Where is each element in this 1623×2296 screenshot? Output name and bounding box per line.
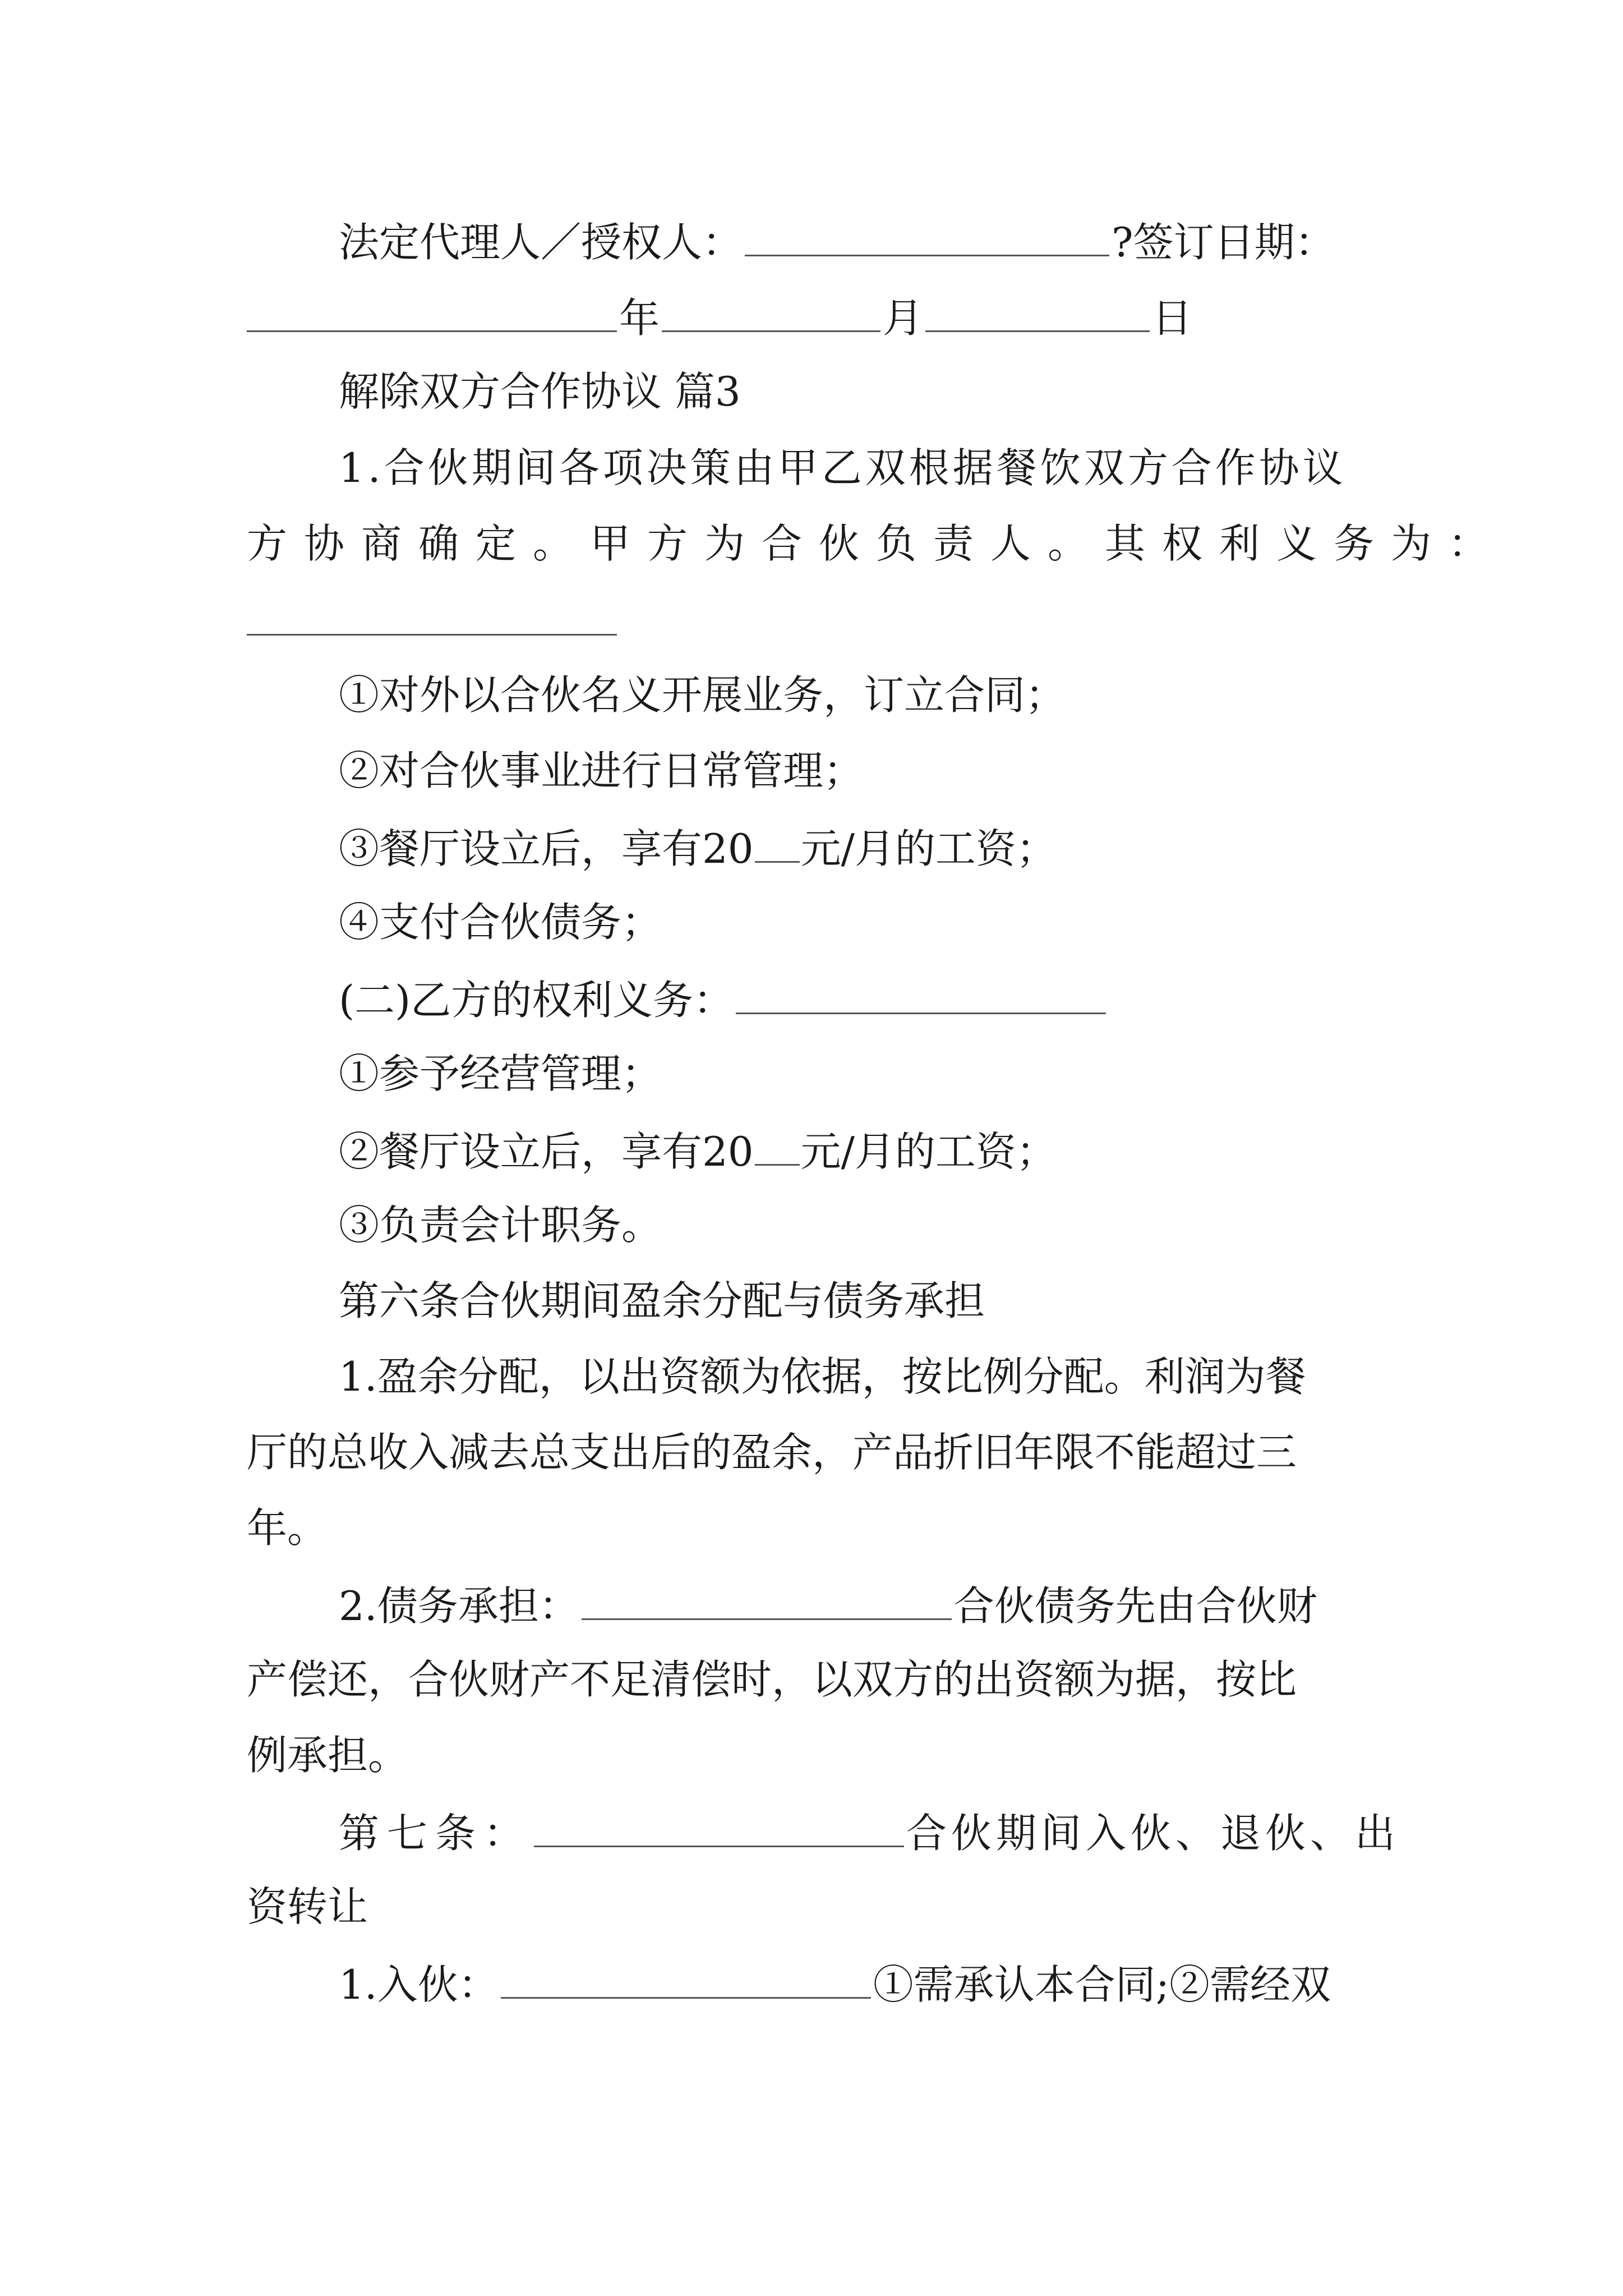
salary-blank [755,826,800,863]
paragraph-line: 例承担。 [247,1732,409,1779]
join-blank [501,1962,871,1999]
paragraph-line: 产偿还，合伙财产不足清偿时，以双方的出资额为据，按比 [247,1656,1297,1703]
party-b-heading: (二)乙方的权利义务： [339,978,1108,1020]
paragraph-line: 1.盈余分配，以出资额为依据，按比例分配。利润为餐 [339,1353,1306,1400]
day-blank [925,296,1150,332]
section-heading: 解除双方合作协议 篇3 [339,368,741,415]
list-item: ②餐厅设立后，享有20 元/月的工资； [339,1128,1057,1175]
list-item: ③餐厅设立后，享有20 元/月的工资； [339,825,1057,872]
party-b-blank [736,978,1106,1014]
month-blank [662,296,880,332]
rights-blank-line [247,599,617,636]
month-label: 月 [883,295,924,342]
debt-blank [582,1584,952,1620]
paragraph-line: 2.债务承担： 合伙债务先由合伙财 [339,1582,1317,1630]
paragraph-line: 厅的总收入减去总支出后的盈余，产品折旧年限不能超过三 [247,1429,1297,1476]
agent-blank [745,220,1109,256]
sign-date-label: ?签订日期： [1112,219,1335,266]
paragraph-line: 方协商确定。甲方为合伙负责人。其权利义务为： [247,520,1506,567]
agent-label: 法定代理人／授权人： [339,219,743,266]
list-item: ①对外以合伙名义开展业务，订立合同； [339,671,1066,719]
day-label: 日 [1152,295,1193,342]
list-item: ①参予经营管理； [339,1050,662,1097]
signature-line [339,219,1335,266]
paragraph-line: 1.入伙： ①需承认本合同;②需经双 [339,1961,1331,2008]
article-heading: 第六条合伙期间盈余分配与债务承担 [339,1277,985,1324]
list-item: ②对合伙事业进行日常管理； [339,747,864,794]
salary-blank [755,1129,800,1166]
list-item: ③负责会计职务。 [339,1202,662,1249]
paragraph-line: 年。 [247,1504,328,1552]
year-blank [247,296,617,332]
article-blank [534,1811,904,1847]
date-line [247,295,1193,342]
year-label: 年 [619,295,660,342]
rights-blank [247,599,617,636]
paragraph-line: 资转让 [247,1883,368,1930]
list-item: ④支付合伙债务； [339,899,662,946]
article-heading: 第七条： 合伙期间入伙、退伙、出 [339,1810,1400,1857]
paragraph-line: 1.合伙期间各项决策由甲乙双根据餐饮双方合作协议 [339,444,1347,491]
